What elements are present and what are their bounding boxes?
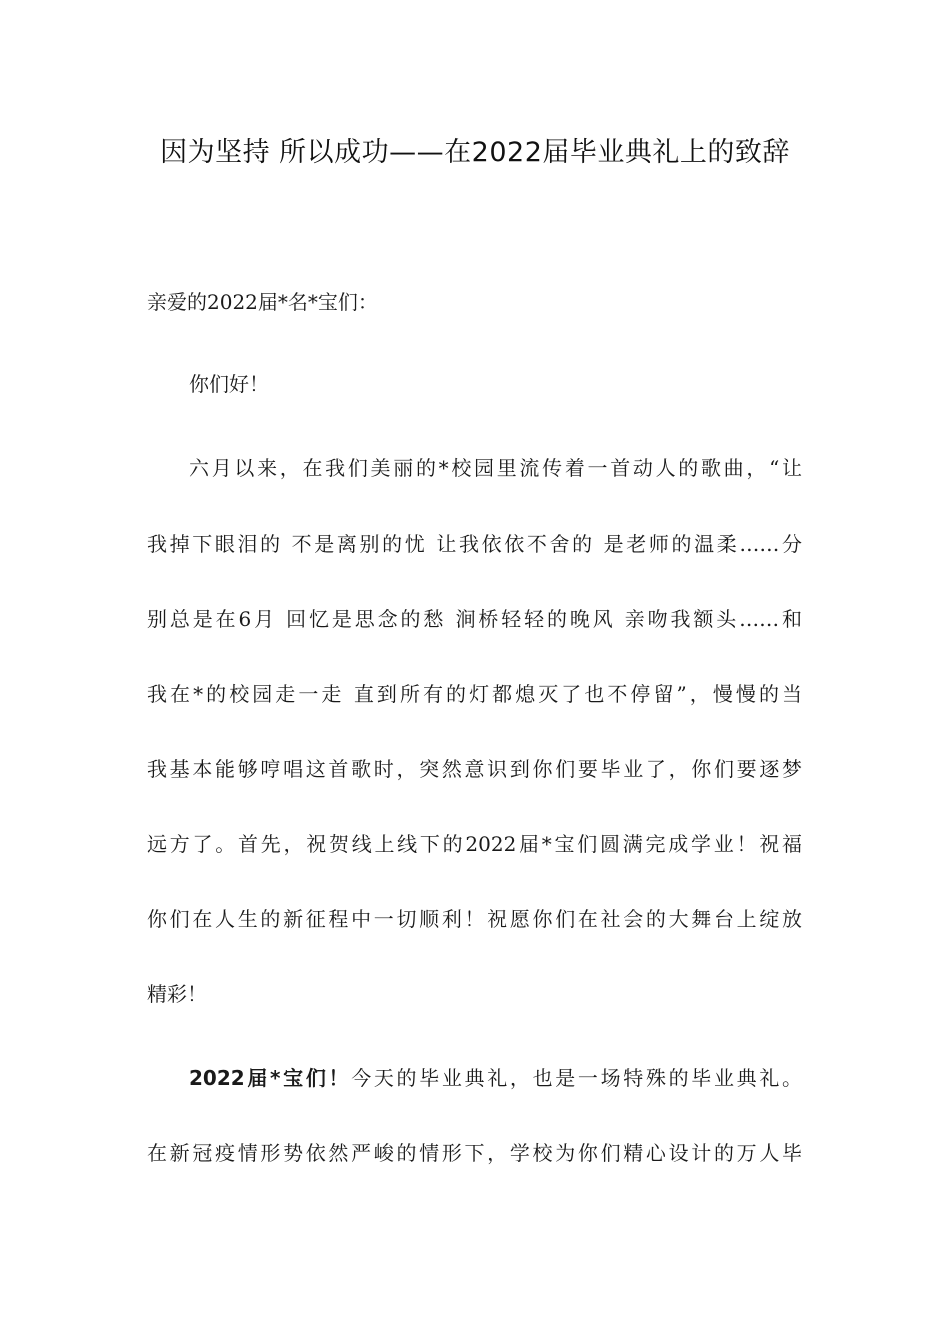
paragraph-line: 别总是在6月 回忆是思念的愁 涧桥轻轻的晚风 亲吻我额头……和 <box>147 607 802 631</box>
paragraph-line: 我掉下眼泪的 不是离别的忧 让我依依不舍的 是老师的温柔……分 <box>147 532 802 556</box>
paragraph-line: 我在*的校园走一走 直到所有的灯都熄灭了也不停留”，慢慢的当 <box>147 682 802 706</box>
paragraph2-first-line <box>189 1063 802 1093</box>
salutation: 亲爱的2022届*名*宝们： <box>147 290 378 314</box>
paragraph-line: 精彩！ <box>147 982 207 1006</box>
document-title: 因为坚持 所以成功——在2022届毕业典礼上的致辞 <box>160 137 790 168</box>
paragraph-line: 在新冠疫情形势依然严峻的情形下，学校为你们精心设计的万人毕 <box>147 1141 802 1165</box>
greeting: 你们好！ <box>189 372 269 396</box>
paragraph-line: 六月以来，在我们美丽的*校园里流传着一首动人的歌曲，“让 <box>189 456 802 480</box>
paragraph-line: 我基本能够哼唱这首歌时，突然意识到你们要毕业了，你们要逐梦 <box>147 757 802 781</box>
paragraph-line: 你们在人生的新征程中一切顺利！祝愿你们在社会的大舞台上绽放 <box>147 907 802 931</box>
paragraph2-lead: 2022届*宝们！ <box>189 1066 352 1090</box>
paragraph2-rest: 今天的毕业典礼，也是一场特殊的毕业典礼。 <box>351 1066 803 1090</box>
paragraph-line: 远方了。首先，祝贺线上线下的2022届*宝们圆满完成学业！祝福 <box>147 832 802 856</box>
